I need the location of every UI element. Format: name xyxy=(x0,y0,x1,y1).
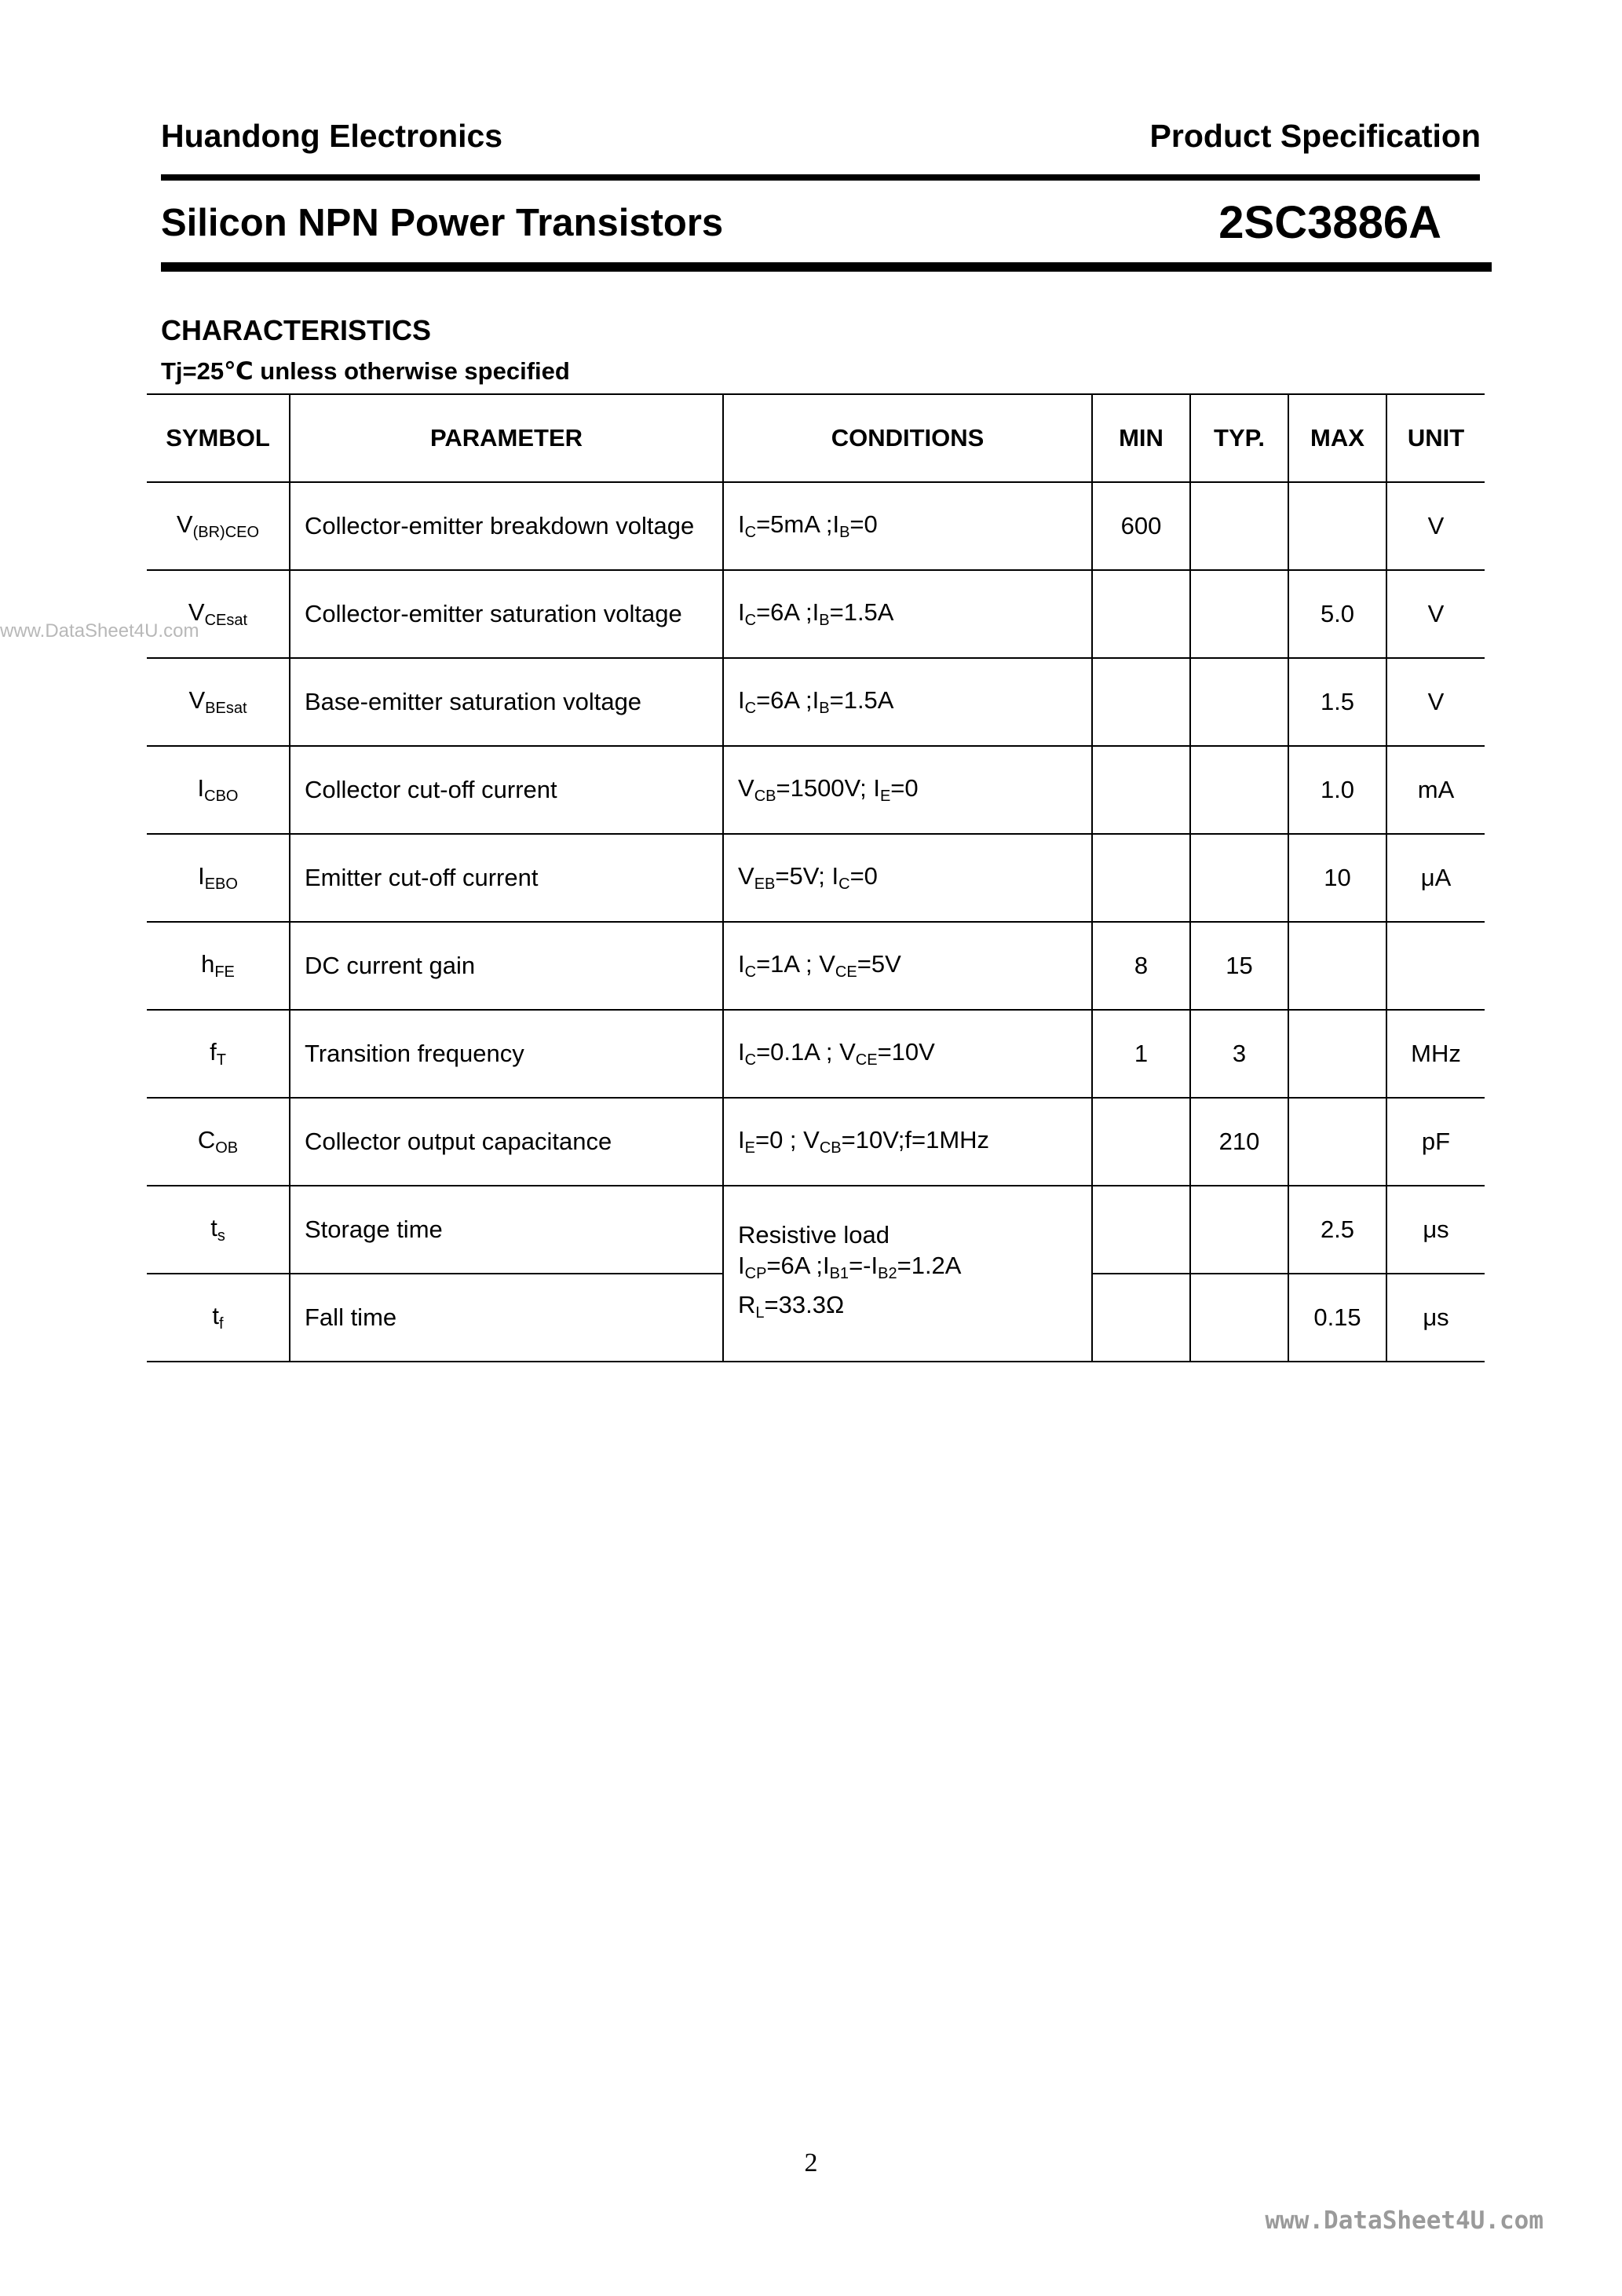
symbol-cell: $t_f$ xyxy=(147,1274,290,1362)
parameter-cell: Collector-emitter breakdown voltage xyxy=(290,482,723,570)
side-watermark: www.DataSheet4U.com xyxy=(0,620,199,642)
typ-cell xyxy=(1190,1274,1288,1362)
max-cell: 5.0 xyxy=(1288,570,1386,658)
subscript: E xyxy=(879,788,891,805)
conditions-cell: $I_C=1A$ ; $V_{CE}=5V$ xyxy=(723,922,1092,1010)
min-cell xyxy=(1092,1098,1190,1186)
symbol-cell: $V_{(BR)CEO}$ xyxy=(147,482,290,570)
header-symbol: SYMBOL xyxy=(147,394,290,482)
unit-cell: V xyxy=(1386,570,1485,658)
test-condition-note: Tj=25℃ unless otherwise specified xyxy=(161,357,570,385)
part-number: 2SC3886A xyxy=(1218,197,1441,248)
subscript: B1 xyxy=(829,1264,849,1282)
header-typ: TYP. xyxy=(1190,394,1288,482)
subscript: CB xyxy=(754,788,776,805)
subscript: EB xyxy=(754,876,776,893)
subscript: B2 xyxy=(878,1264,897,1282)
min-cell xyxy=(1092,658,1190,746)
typ-cell: 15 xyxy=(1190,922,1288,1010)
symbol-cell: $I_{EBO}$ xyxy=(147,834,290,922)
unit-cell xyxy=(1386,922,1485,1010)
symbol-subscript: CEsat xyxy=(204,612,248,629)
unit-cell: V xyxy=(1386,658,1485,746)
header-min: MIN xyxy=(1092,394,1190,482)
subscript: C xyxy=(838,876,850,893)
page-title: Silicon NPN Power Transistors xyxy=(161,202,724,244)
min-cell xyxy=(1092,746,1190,834)
conditions-cell: $V_{EB}=5V$; $I_C=0$ xyxy=(723,834,1092,922)
max-cell: 10 xyxy=(1288,834,1386,922)
table-row xyxy=(147,1098,1485,1186)
subscript: CP xyxy=(744,1264,767,1282)
symbol-cell: $C_{OB}$ xyxy=(147,1098,290,1186)
parameter-cell: Emitter cut-off current xyxy=(290,834,723,922)
unit-cell: pF xyxy=(1386,1098,1485,1186)
section-heading: CHARACTERISTICS xyxy=(161,314,432,346)
symbol-subscript: CBO xyxy=(204,788,239,805)
parameter-cell: Collector cut-off current xyxy=(290,746,723,834)
table-row xyxy=(147,1010,1485,1098)
switching-condition-line: $R_L=33.3\Omega$ xyxy=(738,1290,845,1322)
header-unit: UNIT xyxy=(1386,394,1485,482)
min-cell: 600 xyxy=(1092,482,1190,570)
subscript: C xyxy=(744,700,757,717)
min-cell xyxy=(1092,1274,1190,1362)
min-cell xyxy=(1092,834,1190,922)
symbol-subscript: s xyxy=(217,1227,225,1245)
symbol-subscript: BEsat xyxy=(205,700,247,717)
max-cell: 1.5 xyxy=(1288,658,1386,746)
header-rule-top xyxy=(161,174,1480,181)
symbol-cell: $V_{CEsat}$ xyxy=(147,570,290,658)
parameter-cell: Base-emitter saturation voltage xyxy=(290,658,723,746)
symbol-subscript: FE xyxy=(214,963,235,981)
table-row xyxy=(147,482,1485,570)
min-cell: 8 xyxy=(1092,922,1190,1010)
parameter-cell: Collector-emitter saturation voltage xyxy=(290,570,723,658)
table-row xyxy=(147,834,1485,922)
subscript: CE xyxy=(855,1051,878,1069)
switching-condition-line: Resistive load xyxy=(738,1220,890,1249)
header-parameter: PARAMETER xyxy=(290,394,723,482)
subscript: B xyxy=(839,524,850,541)
max-cell: 0.15 xyxy=(1288,1274,1386,1362)
symbol-cell: $t_s$ xyxy=(147,1186,290,1274)
min-cell xyxy=(1092,570,1190,658)
subscript: CE xyxy=(835,963,857,981)
parameter-cell: Collector output capacitance xyxy=(290,1098,723,1186)
typ-cell: 3 xyxy=(1190,1010,1288,1098)
header-max: MAX xyxy=(1288,394,1386,482)
header-rule-bottom xyxy=(161,262,1492,272)
conditions-cell: $I_C=5mA$ $;I_B=0$ xyxy=(723,482,1092,570)
table-header-row xyxy=(147,394,1485,482)
typ-cell xyxy=(1190,658,1288,746)
subscript: CB xyxy=(819,1139,842,1157)
symbol-subscript: OB xyxy=(215,1139,239,1157)
subscript: L xyxy=(755,1303,765,1322)
conditions-cell: $I_C=6A$ $;I_B=1.5A$ xyxy=(723,570,1092,658)
max-cell: 1.0 xyxy=(1288,746,1386,834)
table-row xyxy=(147,746,1485,834)
conditions-cell: $I_C=6A$ $;I_B=1.5A$ xyxy=(723,658,1092,746)
parameter-cell: Storage time xyxy=(290,1186,723,1274)
company-name: Huandong Electronics xyxy=(161,118,503,154)
typ-cell xyxy=(1190,1186,1288,1274)
typ-cell xyxy=(1190,570,1288,658)
unit-cell: μA xyxy=(1386,834,1485,922)
parameter-cell: DC current gain xyxy=(290,922,723,1010)
unit-cell: μs xyxy=(1386,1186,1485,1274)
unit-cell: MHz xyxy=(1386,1010,1485,1098)
max-cell: 2.5 xyxy=(1288,1186,1386,1274)
table-row xyxy=(147,570,1485,658)
symbol-subscript: T xyxy=(216,1051,226,1069)
subscript: C xyxy=(744,963,757,981)
typ-cell: 210 xyxy=(1190,1098,1288,1186)
max-cell xyxy=(1288,1010,1386,1098)
symbol-cell: $I_{CBO}$ xyxy=(147,746,290,834)
subscript: C xyxy=(744,524,757,541)
table-row xyxy=(147,658,1485,746)
subscript: E xyxy=(744,1139,755,1157)
symbol-cell: $V_{BEsat}$ xyxy=(147,658,290,746)
max-cell xyxy=(1288,482,1386,570)
subscript: C xyxy=(744,1051,757,1069)
symbol-subscript: (BR)CEO xyxy=(192,524,260,541)
unit-cell: μs xyxy=(1386,1274,1485,1362)
symbol-cell: $h_{FE}$ xyxy=(147,922,290,1010)
typ-cell xyxy=(1190,834,1288,922)
switching-conditions-cell xyxy=(723,1186,1092,1362)
conditions-cell: $V_{CB}=1500V$; $I_E=0$ xyxy=(723,746,1092,834)
parameter-cell: Fall time xyxy=(290,1274,723,1362)
min-cell xyxy=(1092,1186,1190,1274)
switching-condition-line: $I_{CP}=6A$ $;I_{B1}=-I_{B2}=1.2A$ xyxy=(738,1251,962,1282)
subscript: B xyxy=(819,612,830,629)
document-type: Product Specification xyxy=(1149,118,1481,154)
typ-cell xyxy=(1190,482,1288,570)
table-row xyxy=(147,922,1485,1010)
characteristics-table xyxy=(147,393,1485,1362)
symbol-subscript: EBO xyxy=(204,876,238,893)
header-conditions: CONDITIONS xyxy=(723,394,1092,482)
conditions-cell: $I_C=0.1A$ ; $V_{CE}=10V$ xyxy=(723,1010,1092,1098)
parameter-cell: Transition frequency xyxy=(290,1010,723,1098)
table-row xyxy=(147,1186,1485,1274)
subscript: C xyxy=(744,612,757,629)
symbol-subscript: f xyxy=(219,1315,224,1333)
subscript: B xyxy=(819,700,830,717)
page-number: 2 xyxy=(804,2148,818,2177)
symbol-cell: $f_T$ xyxy=(147,1010,290,1098)
unit-cell: mA xyxy=(1386,746,1485,834)
max-cell xyxy=(1288,922,1386,1010)
unit-cell: V xyxy=(1386,482,1485,570)
min-cell: 1 xyxy=(1092,1010,1190,1098)
max-cell xyxy=(1288,1098,1386,1186)
typ-cell xyxy=(1190,746,1288,834)
conditions-cell: $I_E=0$ ; $V_{CB}=10V;f=1MHz$ xyxy=(723,1098,1092,1186)
footer-watermark: www.DataSheet4U.com xyxy=(1265,2206,1543,2235)
